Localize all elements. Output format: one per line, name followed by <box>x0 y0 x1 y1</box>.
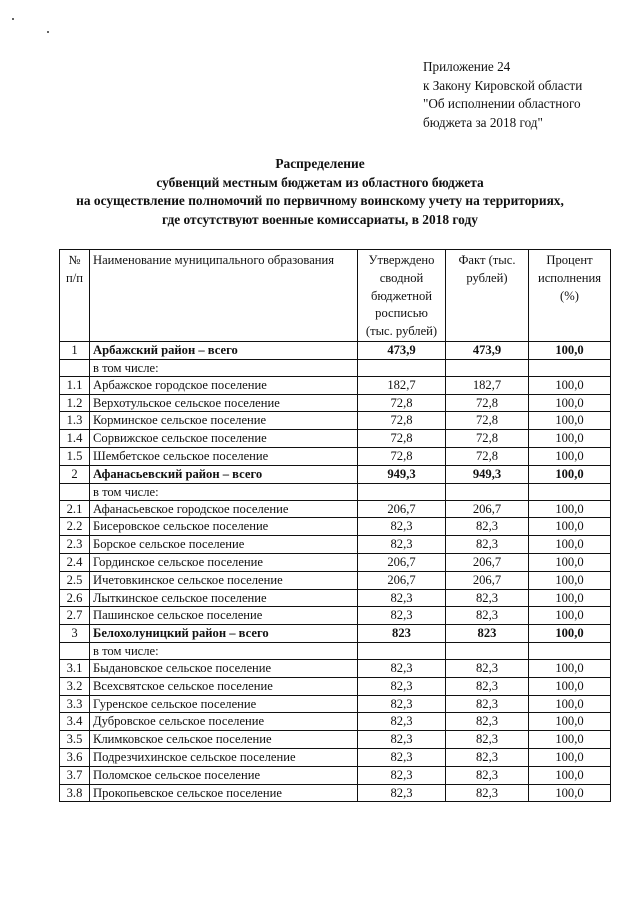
cell-approved <box>358 642 446 659</box>
title-line: где отсутствуют военные комиссариаты, в 2018 году <box>162 211 478 227</box>
table-row <box>60 659 611 677</box>
cell-fact <box>446 642 529 659</box>
cell-name: Бисеровское сельское поселение <box>90 518 358 536</box>
table-row <box>60 536 611 554</box>
table-row <box>60 766 611 784</box>
cell-approved: 82,3 <box>358 766 446 784</box>
cell-percent: 100,0 <box>529 589 611 607</box>
cell-approved: 82,3 <box>358 748 446 766</box>
cell-fact <box>446 483 529 500</box>
cell-approved <box>358 359 446 376</box>
table-row <box>60 731 611 749</box>
cell-fact: 82,3 <box>446 731 529 749</box>
cell-name: Корминское сельское поселение <box>90 412 358 430</box>
cell-percent: 100,0 <box>529 695 611 713</box>
cell-fact: 82,3 <box>446 589 529 607</box>
cell-approved: 72,8 <box>358 447 446 465</box>
cell-fact: 182,7 <box>446 376 529 394</box>
cell-num: 2.4 <box>60 553 90 571</box>
cell-num: 3.8 <box>60 784 90 802</box>
table-row <box>60 748 611 766</box>
cell-percent: 100,0 <box>529 607 611 625</box>
cell-approved: 82,3 <box>358 518 446 536</box>
table-body <box>60 341 611 801</box>
cell-name: Ичетовкинское сельское поселение <box>90 571 358 589</box>
cell-percent <box>529 483 611 500</box>
cell-num: 1.5 <box>60 447 90 465</box>
cell-fact: 82,3 <box>446 677 529 695</box>
cell-num: 3.6 <box>60 748 90 766</box>
table-row-total <box>60 341 611 359</box>
cell-name: Верхотульское сельское поселение <box>90 394 358 412</box>
table-row <box>60 412 611 430</box>
table-row <box>60 500 611 518</box>
cell-num: 3.7 <box>60 766 90 784</box>
table-row-total <box>60 465 611 483</box>
cell-approved <box>358 483 446 500</box>
cell-fact: 823 <box>446 625 529 643</box>
cell-fact: 206,7 <box>446 500 529 518</box>
cell-percent <box>529 359 611 376</box>
cell-num: 3 <box>60 625 90 643</box>
cell-fact: 82,3 <box>446 695 529 713</box>
appendix-line: "Об исполнении областного <box>423 96 581 111</box>
header-approved: Утверждено сводной бюджетной росписью (тыс. рублей) <box>358 250 446 342</box>
cell-num: 3.1 <box>60 659 90 677</box>
table-row <box>60 571 611 589</box>
cell-percent: 100,0 <box>529 731 611 749</box>
cell-name: в том числе: <box>90 359 358 376</box>
cell-fact: 72,8 <box>446 394 529 412</box>
cell-num: 1.2 <box>60 394 90 412</box>
cell-approved: 72,8 <box>358 412 446 430</box>
cell-percent <box>529 642 611 659</box>
cell-percent: 100,0 <box>529 500 611 518</box>
cell-name: Пашинское сельское поселение <box>90 607 358 625</box>
cell-num <box>60 359 90 376</box>
cell-name: Шембетское сельское поселение <box>90 447 358 465</box>
cell-fact: 473,9 <box>446 341 529 359</box>
appendix-line: бюджета за 2018 год" <box>423 114 543 130</box>
title-line: Распределение <box>275 156 365 171</box>
cell-percent: 100,0 <box>529 748 611 766</box>
cell-num: 3.4 <box>60 713 90 731</box>
cell-num: 2.3 <box>60 536 90 554</box>
cell-percent: 100,0 <box>529 784 611 802</box>
table-row <box>60 376 611 394</box>
cell-approved: 206,7 <box>358 553 446 571</box>
cell-num: 3.5 <box>60 731 90 749</box>
cell-approved: 82,3 <box>358 607 446 625</box>
cell-fact: 82,3 <box>446 784 529 802</box>
table-row <box>60 607 611 625</box>
cell-fact: 206,7 <box>446 571 529 589</box>
cell-name: Всехсвятское сельское поселение <box>90 677 358 695</box>
appendix-note <box>423 58 628 132</box>
title-line: субвенций местным бюджетам из областного бюджета <box>156 174 484 190</box>
cell-fact: 82,3 <box>446 607 529 625</box>
cell-percent: 100,0 <box>529 766 611 784</box>
cell-name: в том числе: <box>90 483 358 500</box>
cell-approved: 82,3 <box>358 589 446 607</box>
cell-fact: 72,8 <box>446 447 529 465</box>
cell-name: Гординское сельское поселение <box>90 553 358 571</box>
cell-num <box>60 642 90 659</box>
cell-name: Арбажский район – всего <box>90 341 358 359</box>
cell-approved: 82,3 <box>358 536 446 554</box>
cell-percent: 100,0 <box>529 518 611 536</box>
cell-approved: 82,3 <box>358 784 446 802</box>
cell-fact: 82,3 <box>446 766 529 784</box>
cell-name: в том числе: <box>90 642 358 659</box>
cell-num: 2.6 <box>60 589 90 607</box>
cell-num: 2 <box>60 465 90 483</box>
table-row <box>60 695 611 713</box>
cell-name: Арбажское городское поселение <box>90 376 358 394</box>
table-row <box>60 394 611 412</box>
header-percent: Процент исполнения (%) <box>529 250 611 342</box>
cell-fact: 206,7 <box>446 553 529 571</box>
header-fact: Факт (тыс. рублей) <box>446 250 529 342</box>
table-row <box>60 784 611 802</box>
cell-percent: 100,0 <box>529 376 611 394</box>
cell-num: 1.1 <box>60 376 90 394</box>
cell-name: Афанасьевский район – всего <box>90 465 358 483</box>
table-row <box>60 447 611 465</box>
table-row <box>60 430 611 448</box>
cell-approved: 823 <box>358 625 446 643</box>
appendix-line: к Закону Кировской области <box>423 77 583 93</box>
cell-num: 3.2 <box>60 677 90 695</box>
cell-name: Подрезчихинское сельское поселение <box>90 748 358 766</box>
cell-percent: 100,0 <box>529 659 611 677</box>
cell-percent: 100,0 <box>529 713 611 731</box>
table-row <box>60 713 611 731</box>
table-row-subheader <box>60 359 611 376</box>
cell-fact: 82,3 <box>446 713 529 731</box>
cell-percent: 100,0 <box>529 447 611 465</box>
table-row-total <box>60 625 611 643</box>
cell-fact: 949,3 <box>446 465 529 483</box>
cell-num: 2.5 <box>60 571 90 589</box>
table-row <box>60 518 611 536</box>
cell-name: Сорвижское сельское поселение <box>90 430 358 448</box>
cell-approved: 82,3 <box>358 731 446 749</box>
cell-approved: 473,9 <box>358 341 446 359</box>
cell-percent: 100,0 <box>529 341 611 359</box>
cell-percent: 100,0 <box>529 430 611 448</box>
document-title <box>0 155 640 229</box>
cell-percent: 100,0 <box>529 571 611 589</box>
scan-speck <box>47 31 49 33</box>
table-header-row <box>60 250 611 342</box>
cell-approved: 949,3 <box>358 465 446 483</box>
cell-num: 3.3 <box>60 695 90 713</box>
cell-approved: 206,7 <box>358 500 446 518</box>
cell-percent: 100,0 <box>529 412 611 430</box>
cell-fact: 72,8 <box>446 430 529 448</box>
cell-fact <box>446 359 529 376</box>
cell-num: 2.7 <box>60 607 90 625</box>
cell-approved: 72,8 <box>358 394 446 412</box>
table-row <box>60 677 611 695</box>
cell-approved: 82,3 <box>358 659 446 677</box>
header-name: Наименование муниципального образования <box>90 250 358 342</box>
cell-percent: 100,0 <box>529 536 611 554</box>
cell-num: 2.2 <box>60 518 90 536</box>
cell-num <box>60 483 90 500</box>
appendix-line: Приложение 24 <box>423 59 511 74</box>
cell-num: 1 <box>60 341 90 359</box>
title-line: на осуществление полномочий по первичному воинскому учету на территориях, <box>76 193 564 208</box>
cell-num: 1.3 <box>60 412 90 430</box>
cell-name: Поломское сельское поселение <box>90 766 358 784</box>
cell-name: Дубровское сельское поселение <box>90 713 358 731</box>
cell-fact: 82,3 <box>446 748 529 766</box>
table-row <box>60 589 611 607</box>
cell-fact: 82,3 <box>446 659 529 677</box>
header-num: № п/п <box>60 250 90 342</box>
subvention-table <box>59 249 611 802</box>
cell-name: Быдановское сельское поселение <box>90 659 358 677</box>
table-row-subheader <box>60 483 611 500</box>
cell-percent: 100,0 <box>529 465 611 483</box>
cell-approved: 182,7 <box>358 376 446 394</box>
cell-approved: 82,3 <box>358 695 446 713</box>
cell-num: 2.1 <box>60 500 90 518</box>
cell-name: Афанасьевское городское поселение <box>90 500 358 518</box>
cell-name: Прокопьевское сельское поселение <box>90 784 358 802</box>
cell-name: Борское сельское поселение <box>90 536 358 554</box>
cell-percent: 100,0 <box>529 625 611 643</box>
cell-name: Климковское сельское поселение <box>90 731 358 749</box>
cell-approved: 206,7 <box>358 571 446 589</box>
table-row <box>60 553 611 571</box>
table-row-subheader <box>60 642 611 659</box>
cell-approved: 82,3 <box>358 677 446 695</box>
cell-name: Белохолуницкий район – всего <box>90 625 358 643</box>
cell-approved: 82,3 <box>358 713 446 731</box>
cell-fact: 82,3 <box>446 518 529 536</box>
scan-speck <box>12 18 14 20</box>
cell-percent: 100,0 <box>529 677 611 695</box>
cell-name: Гуренское сельское поселение <box>90 695 358 713</box>
cell-name: Лыткинское сельское поселение <box>90 589 358 607</box>
cell-fact: 82,3 <box>446 536 529 554</box>
cell-num: 1.4 <box>60 430 90 448</box>
cell-fact: 72,8 <box>446 412 529 430</box>
cell-percent: 100,0 <box>529 394 611 412</box>
cell-approved: 72,8 <box>358 430 446 448</box>
cell-percent: 100,0 <box>529 553 611 571</box>
